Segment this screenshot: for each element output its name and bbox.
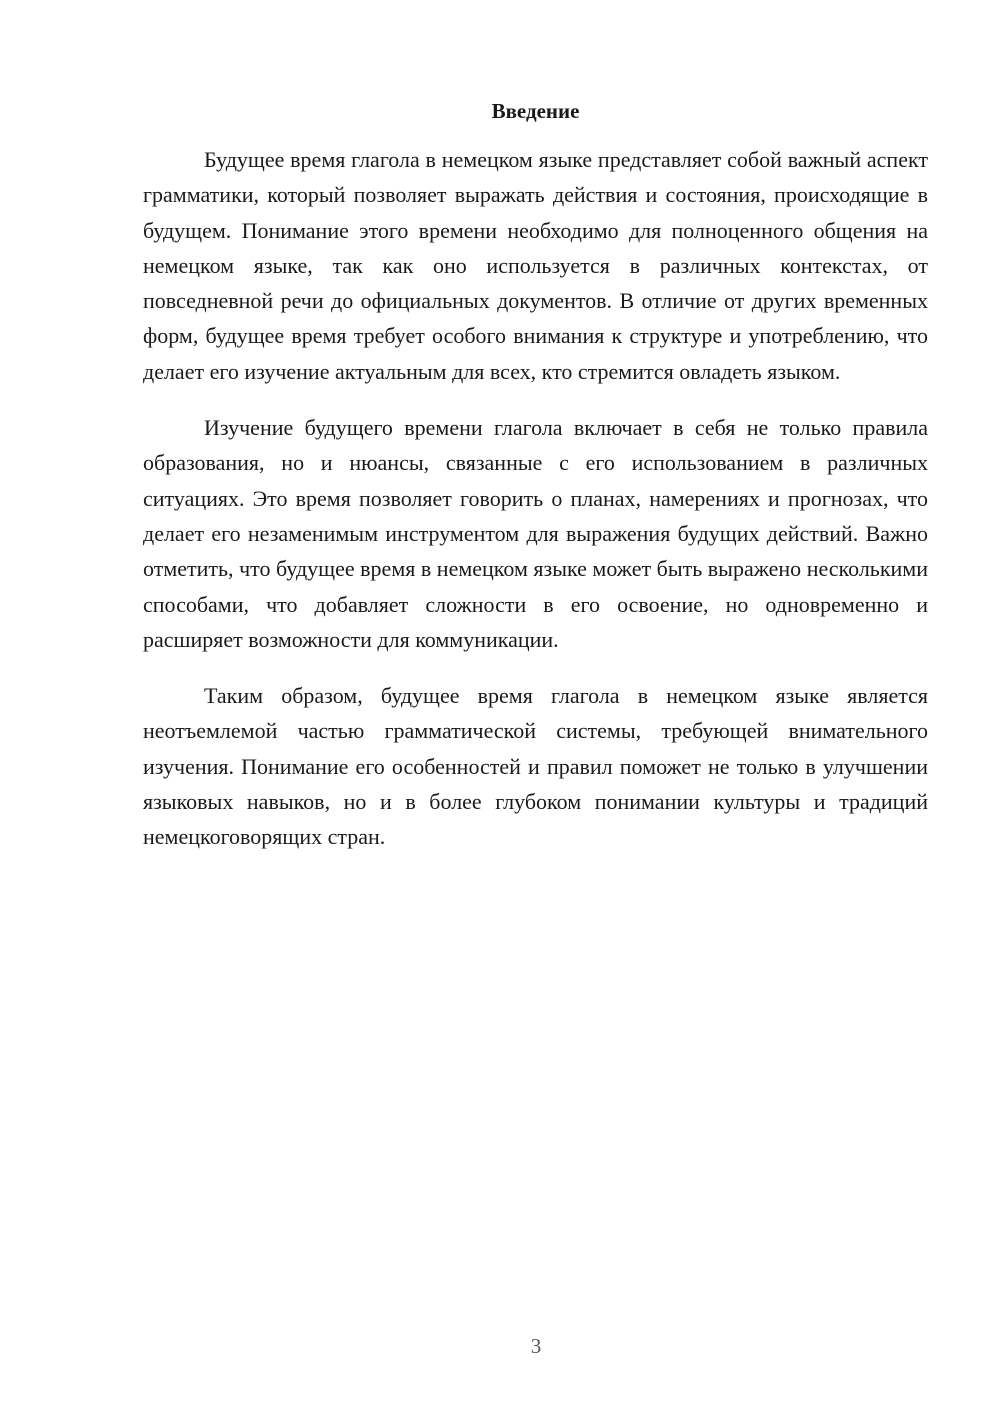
paragraph-3: Таким образом, будущее время глагола в немецком языке является неотъемлемой частью грамматической системы, требующей внимательного изучения. Понимание его особенностей и правил поможет не только в улучшении языковых навыков, но и в более глубоком понимании культуры и традиций немецкоговорящих стран. xyxy=(143,683,928,850)
body-text xyxy=(143,142,928,876)
section-title: Введение xyxy=(491,99,580,123)
page-number: 3 xyxy=(530,1334,542,1358)
paragraph-2: Изучение будущего времени глагола включает в себя не только правила образования, но и нюансы, связанные с его использованием в различных ситуациях. Это время позволяет говорить о планах, намерениях и прогнозах, что делает его незаменимым инструментом для выражения будущих действий. Важно отметить, что будущее время в немецком языке может быть выражено несколькими способами, что добавляет сложности в его освоение, но одновременно и расширяет возможности для коммуникации. xyxy=(143,415,928,652)
paragraph-1: Будущее время глагола в немецком языке представляет собой важный аспект грамматики, который позволяет выражать действия и состояния, происходящие в будущем. Понимание этого времени необходимо для полноценного общения на немецком языке, так как оно используется в различных контекстах, от повседневной речи до официальных документов. В отличие от других временных форм, будущее время требует особого внимания к структуре и употреблению, что делает его изучение актуальным для всех, кто стремится овладеть языком. xyxy=(143,147,928,384)
